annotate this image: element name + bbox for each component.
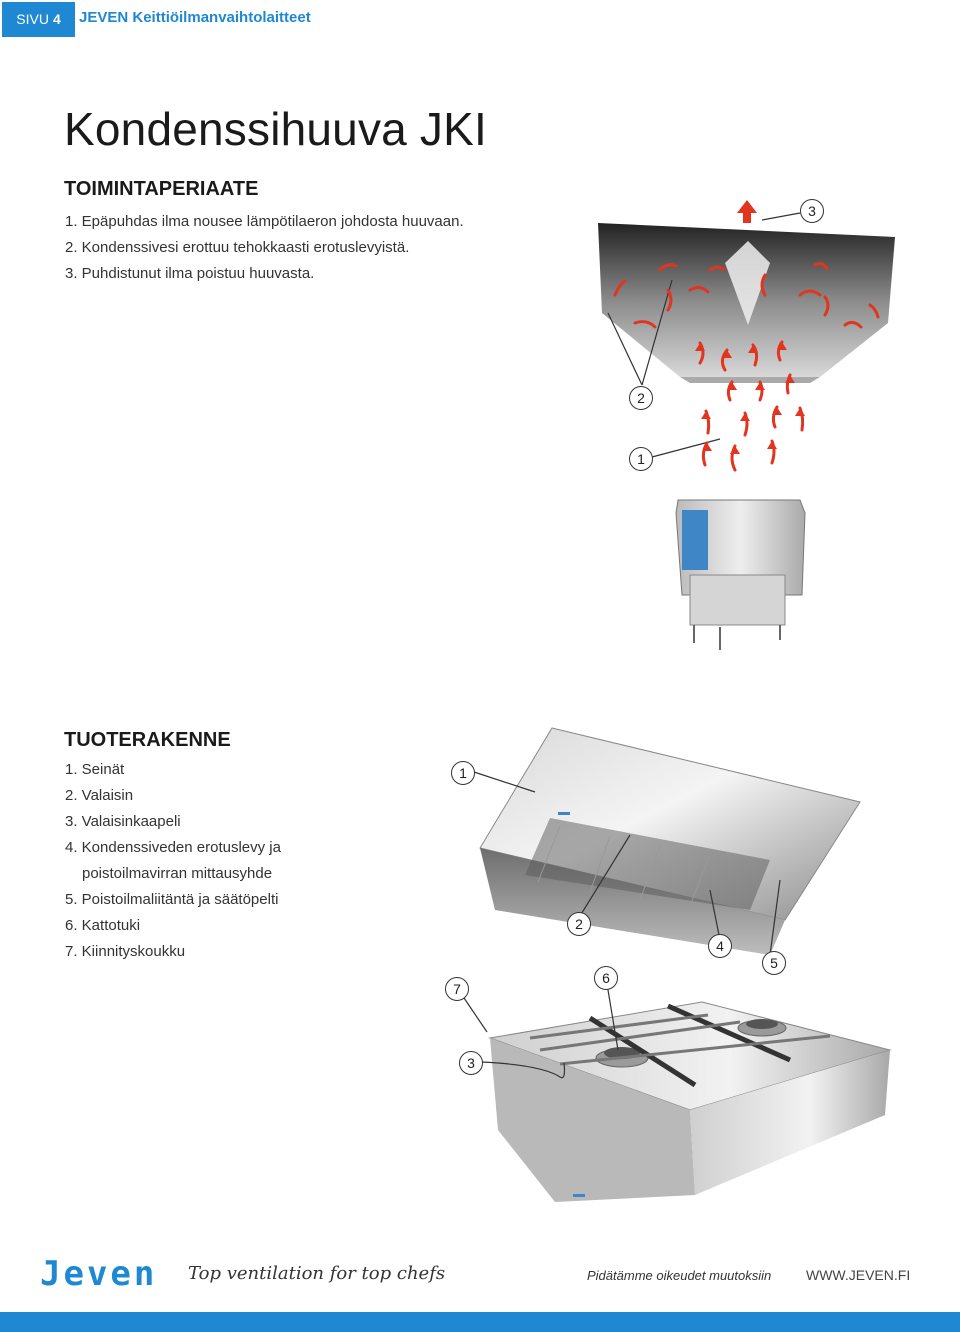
footer-bar bbox=[0, 1312, 960, 1332]
structure-list bbox=[65, 757, 281, 965]
hood-structure-diagram bbox=[440, 720, 900, 1220]
callout-exhaust: 3 bbox=[800, 199, 824, 223]
list-item: 6. Kattotuki bbox=[65, 917, 141, 934]
list-item: poistoilmavirran mittausyhde bbox=[82, 865, 273, 882]
callout-rising-air: 1 bbox=[629, 447, 653, 471]
list-item: 1. Seinät bbox=[65, 761, 125, 778]
hood-underside-view bbox=[480, 728, 860, 955]
rights-notice: Pidätämme oikeudet muutoksiin bbox=[587, 1268, 772, 1283]
list-item: 4. Kondenssiveden erotuslevy ja bbox=[65, 839, 281, 856]
callout-light: 2 bbox=[567, 912, 591, 936]
slogan: Top ventilation for top chefs bbox=[188, 1263, 446, 1284]
hood-top-view bbox=[490, 1002, 890, 1202]
page-number-tab bbox=[2, 2, 75, 37]
list-item: 1. Epäpuhdas ilma nousee lämpötilaeron johdosta huuvaan. bbox=[65, 213, 464, 230]
list-item: 3. Valaisinkaapeli bbox=[65, 813, 181, 830]
list-item: 5. Poistoilmaliitäntä ja säätöpelti bbox=[65, 891, 279, 908]
jeven-logo: Jeven bbox=[40, 1254, 158, 1294]
page-title: Kondenssihuuva JKI bbox=[64, 103, 487, 155]
structure-heading: TUOTERAKENNE bbox=[64, 729, 231, 751]
callout-walls: 1 bbox=[451, 761, 475, 785]
list-item: 7. Kiinnityskoukku bbox=[65, 943, 186, 960]
callout-separator-plate: 4 bbox=[708, 934, 732, 958]
callout-ceiling-support: 6 bbox=[594, 966, 618, 990]
website-link[interactable]: WWW.JEVEN.FI bbox=[806, 1267, 911, 1283]
callout-exhaust-connection: 5 bbox=[762, 951, 786, 975]
list-item: 2. Valaisin bbox=[65, 787, 134, 804]
list-item: 3. Puhdistunut ilma poistuu huuvasta. bbox=[65, 265, 315, 282]
list-item: 2. Kondenssivesi erottuu tehokkaasti erotuslevyistä. bbox=[65, 239, 410, 256]
principle-heading: TOIMINTAPERIAATE bbox=[64, 178, 259, 200]
header-title: JEVEN Keittiöilmanvaihtolaitteet bbox=[79, 9, 311, 26]
page-label: SIVU bbox=[16, 11, 49, 27]
page-number: 4 bbox=[52, 11, 61, 27]
callout-light-cable: 3 bbox=[459, 1051, 483, 1075]
airflow-diagram bbox=[590, 195, 910, 655]
principle-list bbox=[65, 209, 464, 287]
exit-arrow bbox=[737, 200, 757, 223]
callout-separator: 2 bbox=[629, 386, 653, 410]
dishwasher bbox=[676, 500, 805, 650]
callout-mounting-hook: 7 bbox=[445, 977, 469, 1001]
